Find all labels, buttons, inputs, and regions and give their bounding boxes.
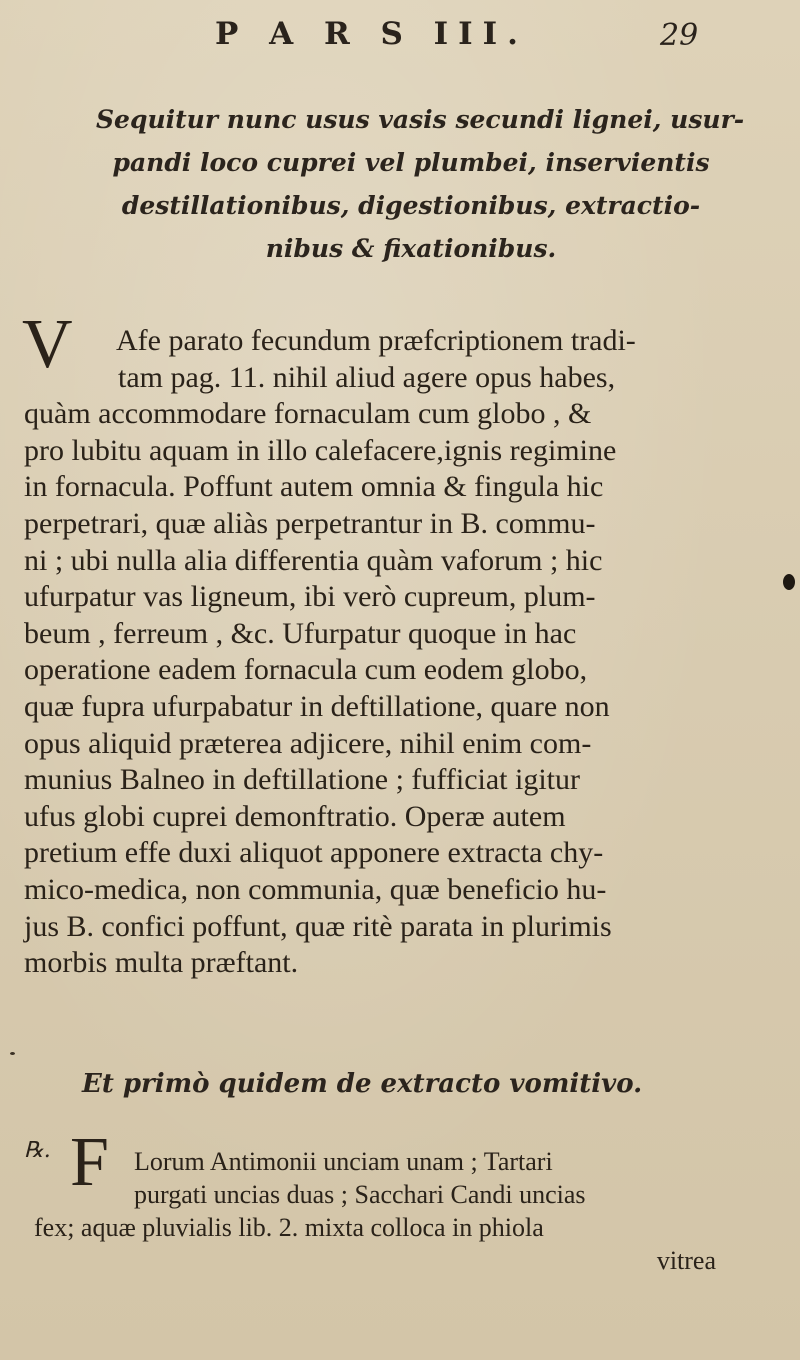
running-head-title: P A R S III. (215, 16, 528, 52)
body-line: morbis multa præftant. (24, 946, 299, 980)
body-line: pretium effe duxi aliquot apponere extracta chy- (24, 836, 604, 870)
body-line: mico-medica, non communia, quæ beneficio hu- (24, 872, 607, 906)
section-heading-line: Sequitur nunc usus vasis secundi lignei, usur- (96, 105, 745, 134)
body-line: tam pag. 11. nihil aliud agere opus habes, (118, 360, 616, 394)
drop-cap-v: V (22, 306, 73, 383)
body-line: in fornacula. Poffunt autem omnia & fingula hic (24, 470, 604, 504)
section-heading-line: destillationibus, digestionibus, extractio- (121, 191, 701, 220)
body-line: quæ fupra ufurpabatur in deftillatione, quare non (24, 689, 610, 723)
body-line: perpetrari, quæ aliàs perpetrantur in B. commu- (24, 506, 596, 540)
body-line: ni ; ubi nulla alia differentia quàm vaforum ; hic (24, 543, 603, 577)
section-heading-line: pandi loco cuprei vel plumbei, inservientis (112, 148, 710, 177)
recipe-line: purgati uncias duas ; Sacchari Candi uncias (134, 1180, 586, 1209)
section-heading (96, 98, 745, 270)
body-line: Afe parato fecundum præfcriptionem tradi- (116, 324, 636, 357)
body-line: beum , ferreum , &c. Ufurpatur quoque in hac (24, 616, 577, 650)
sub-heading: Et primò quidem de extracto vomitivo. (82, 1069, 643, 1099)
section-heading-line: nibus & fixationibus. (265, 234, 557, 263)
body-line: ufus globi cuprei demonftratio. Operæ autem (24, 799, 566, 833)
recipe-line: fex; aquæ pluvialis lib. 2. mixta colloca in phiola (34, 1213, 544, 1242)
body-line: ufurpatur vas ligneum, ibi verò cupreum, plum- (24, 580, 596, 614)
body-line: opus aliquid præterea adjicere, nihil enim com- (24, 726, 592, 760)
ink-speck (10, 1052, 15, 1055)
recipe-line: Lorum Antimonii unciam unam ; Tartari (134, 1147, 553, 1176)
recipe-paragraph (34, 1145, 724, 1277)
body-line: munius Balneo in deftillatione ; fufficiat igitur (24, 763, 580, 797)
running-head (0, 16, 800, 56)
body-line: operatione eadem fornacula cum eodem globo, (24, 653, 588, 687)
drop-cap-f: F (70, 1124, 109, 1201)
page-number: 29 (660, 18, 699, 53)
body-line: quàm accommodare fornaculam cum globo , & (24, 397, 592, 431)
ink-blot (783, 574, 795, 590)
catchword: vitrea (656, 1246, 716, 1275)
body-paragraph (24, 323, 714, 982)
body-line: pro lubitu aquam in illo calefacere,ignis regimine (24, 433, 617, 467)
recipe-symbol: ℞. (24, 1138, 51, 1163)
body-line: jus B. confici poffunt, quæ ritè parata in plurimis (24, 909, 612, 943)
